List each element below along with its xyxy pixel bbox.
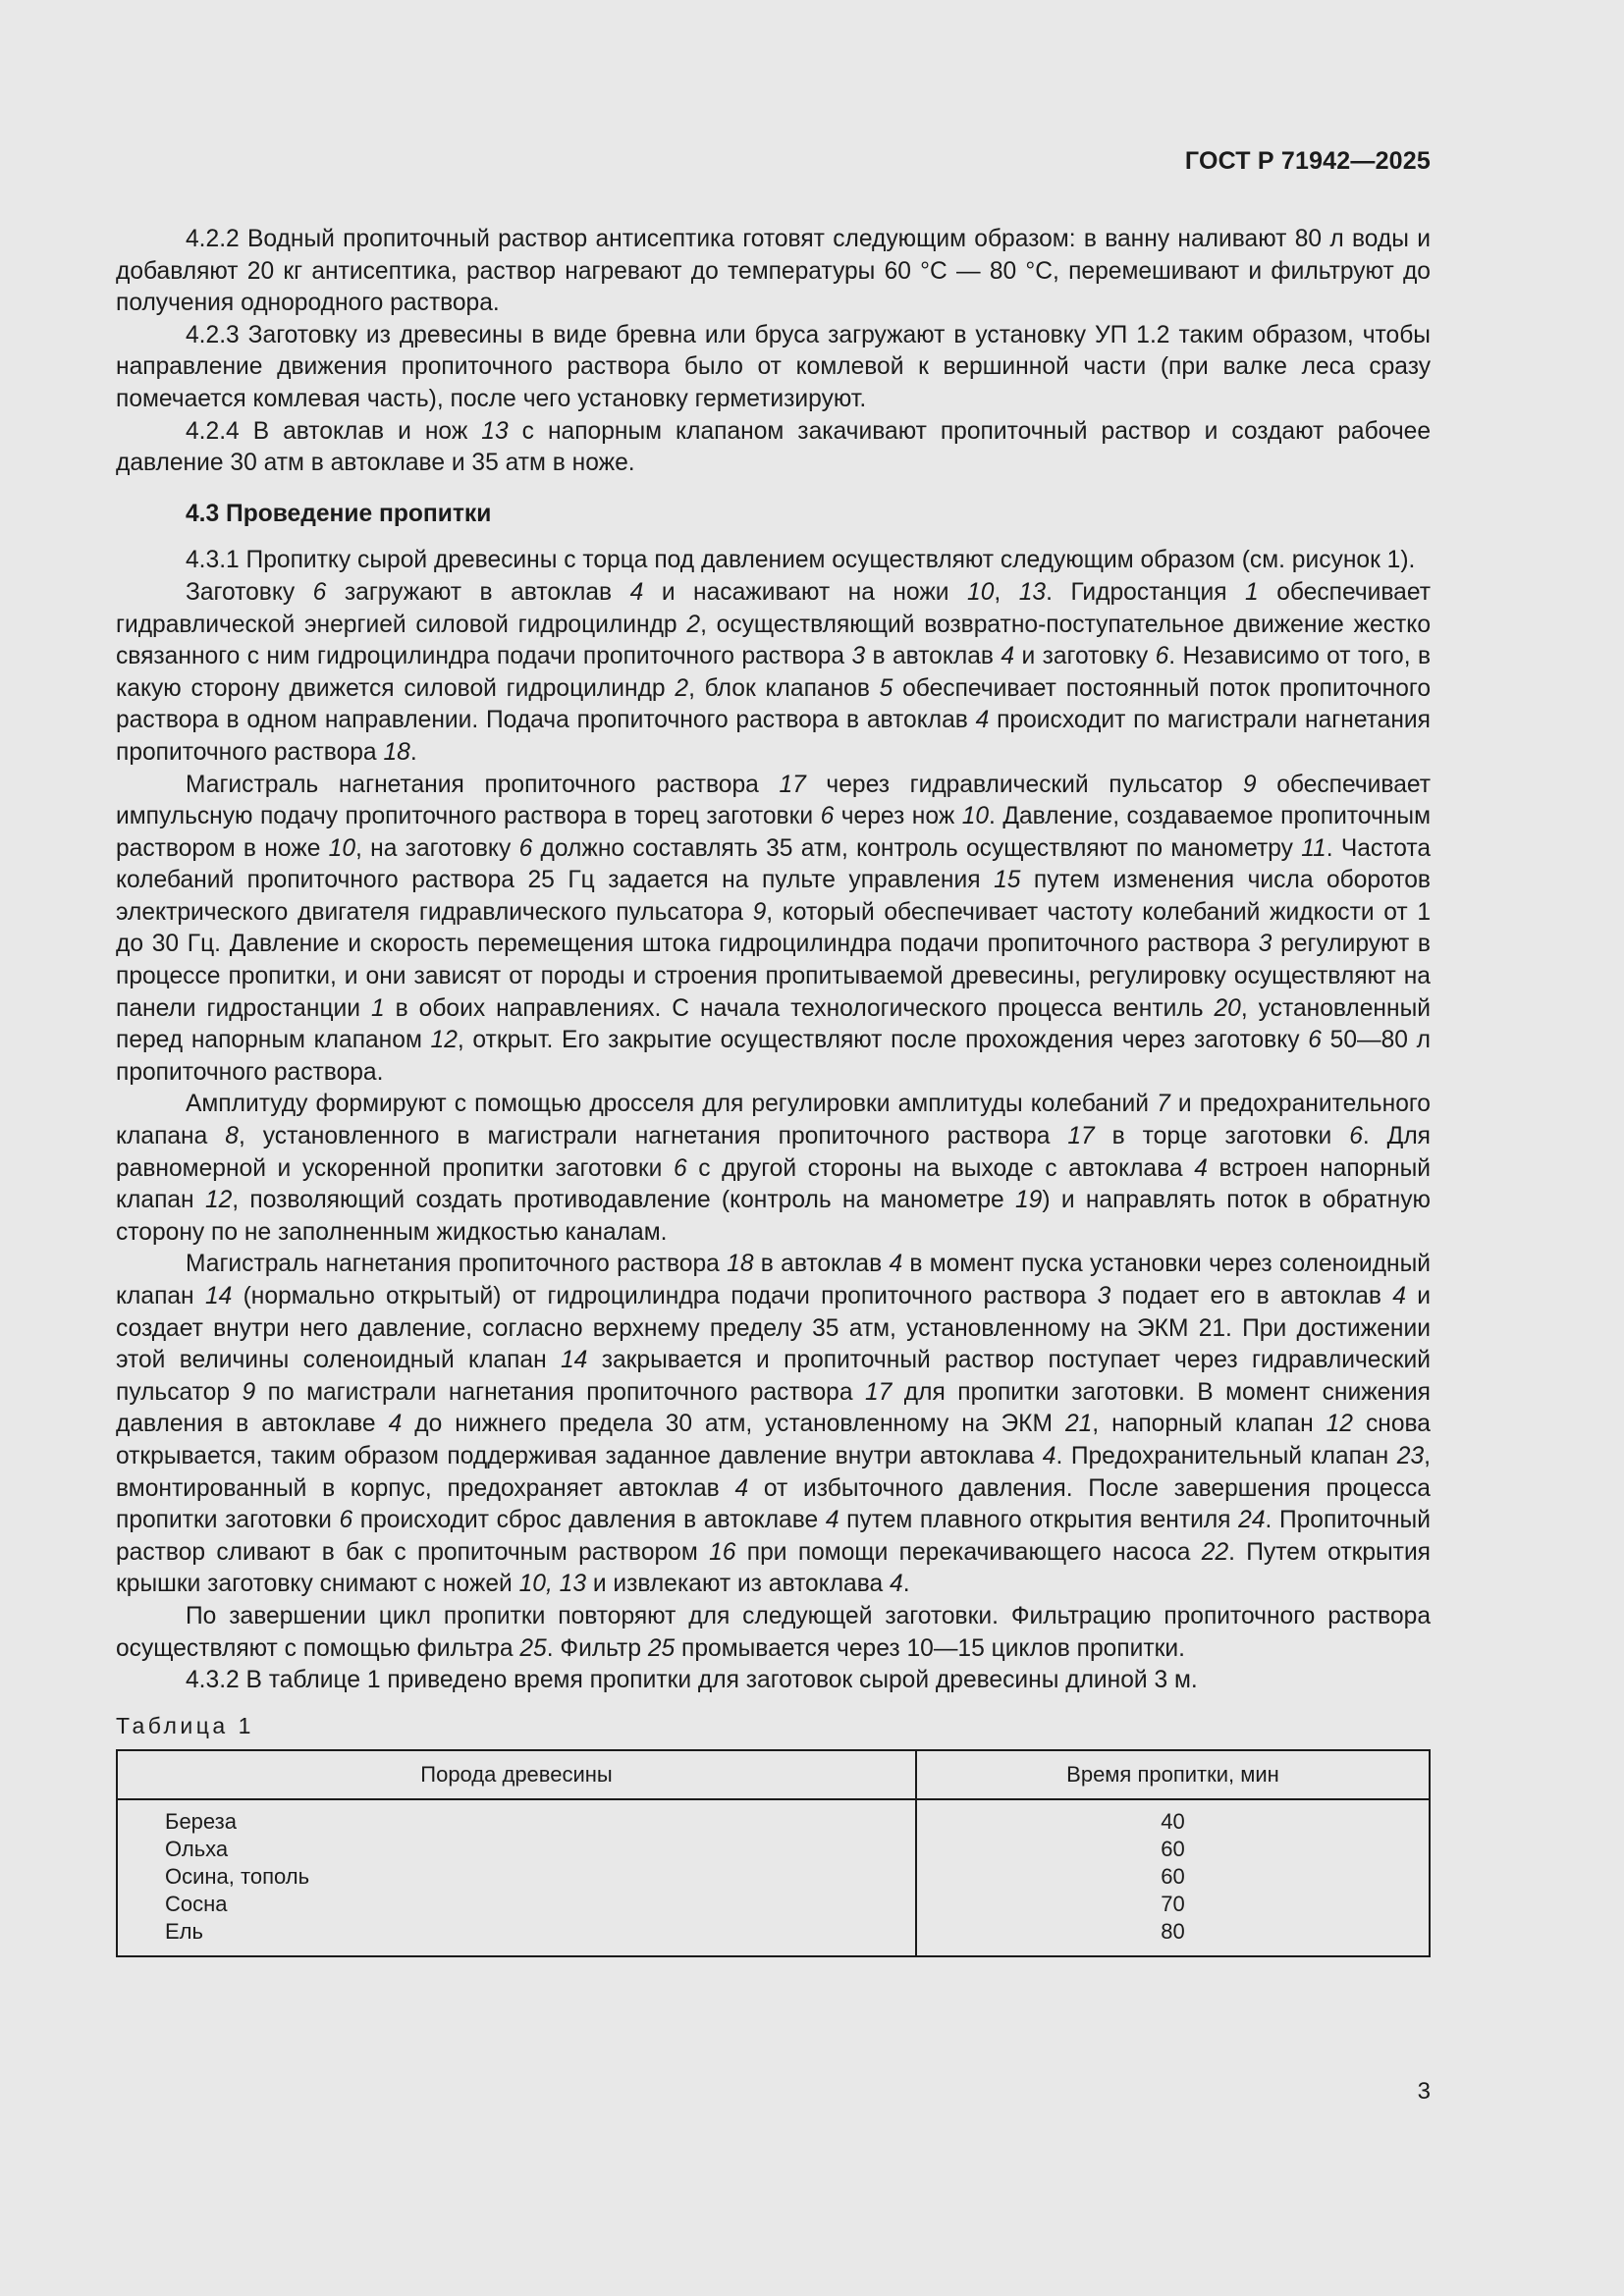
paragraph — [116, 1665, 1431, 1697]
callout-number: 6 — [1308, 1027, 1322, 1054]
page-number: 3 — [1417, 2078, 1431, 2105]
paragraph-text: через нож — [834, 803, 962, 830]
paragraph-text: происходит сброс давления в автоклаве — [352, 1507, 826, 1534]
paragraph — [116, 1601, 1431, 1665]
paragraph-text: 4.2.2 Водный пропиточный раствор антисептика готовят следующим образом: в ванну наливают 80 л воды и добавляют 20 кг антисептика, раствор нагревают до температуры 60 °С — 80 °С, перемешивают и фильтруют до получения однородного раствора. — [116, 226, 1431, 317]
paragraph-text: . Путем открытия крышки заготовку снимают с ножей — [116, 1538, 1432, 1598]
paragraph-text: Амплитуду формируют с помощью дросселя для регулировки амплитуды колебаний — [186, 1091, 1158, 1118]
callout-number: 14 — [204, 1283, 233, 1309]
page-content — [116, 224, 1431, 1957]
paragraph-text: 4.3.2 В таблице 1 приведено время пропитки для заготовок сырой древесины длиной 3 м. — [186, 1667, 1198, 1694]
paragraph-text: загружают в автоклав — [326, 578, 630, 606]
callout-number: 25 — [647, 1634, 676, 1662]
callout-number: 21 — [1064, 1411, 1093, 1438]
table-cell-species: Ель — [117, 1918, 916, 1956]
paragraph-text: с другой стороны на выходе с автоклава — [686, 1154, 1195, 1182]
callout-number: 4 — [629, 578, 644, 606]
callout-number: 4 — [1042, 1442, 1056, 1469]
callout-number: 4 — [1194, 1154, 1208, 1182]
callout-number: 9 — [1242, 771, 1257, 798]
callout-number: 11 — [1301, 834, 1326, 862]
paragraph-text: . Независимо от того, в какую сторону движется силовой гидроцилиндр — [116, 643, 1432, 702]
callout-number: 5 — [879, 674, 893, 702]
callout-number: 4 — [388, 1411, 403, 1438]
callout-number: 17 — [1067, 1123, 1095, 1150]
callout-number: 4 — [1392, 1283, 1406, 1309]
paragraph-text: по магистрали нагнетания пропиточного раствора — [255, 1378, 865, 1406]
paragraph-text: . Пропиточный раствор сливают в бак с пропиточным раствором — [116, 1507, 1431, 1566]
paragraph — [116, 1089, 1431, 1249]
paragraph-text: путем плавного открытия вентиля — [839, 1507, 1239, 1534]
paragraph-text: , установленного в магистрали нагнетания пропиточного раствора — [238, 1123, 1068, 1150]
callout-number: 6 — [1349, 1123, 1363, 1150]
callout-number: 25 — [519, 1634, 547, 1662]
paragraph-text: 4.3.1 Пропитку сырой древесины с торца под давлением осуществляют следующим образом (см. рисунок 1). — [186, 547, 1416, 574]
paragraph-text: , блок клапанов — [688, 674, 880, 702]
paragraph-text: обеспечивает гидравлической энергией силовой гидроцилиндр — [116, 578, 1431, 638]
callout-number: 4 — [734, 1474, 749, 1502]
table-cell-time: 70 — [916, 1891, 1430, 1918]
paragraph-text: подает его в автоклав — [1110, 1283, 1393, 1309]
paragraph-text: , напорный клапан — [1092, 1411, 1326, 1438]
paragraph — [116, 320, 1431, 416]
table-row — [117, 1891, 1430, 1918]
table-cell-species: Сосна — [117, 1891, 916, 1918]
paragraph-text: регулируют в процессе пропитки, и они зависят от породы и строения пропитываемой древесины, регулировку осуществляют на панели гидростанции — [116, 931, 1431, 1022]
paragraph — [116, 770, 1431, 1090]
paragraph-text: с напорным клапаном закачивают пропиточный раствор и создают рабочее давление 30 атм в автоклаве и 35 атм в ноже. — [116, 417, 1431, 477]
paragraph-text: , осуществляющий возвратно-поступательное движение жестко связанного с ним гидроцилиндра подачи пропиточного раствора — [116, 611, 1431, 670]
paragraphs-before-section — [116, 224, 1431, 480]
paragraph-text: . Гидростанция — [1046, 578, 1246, 606]
paragraph-text: 4.2.4 В автоклав и нож — [186, 417, 482, 445]
callout-number: 10 — [961, 803, 990, 830]
paragraph-text: обеспечивает импульсную подачу пропиточного раствора в торец заготовки — [116, 771, 1431, 830]
paragraph — [116, 416, 1431, 480]
callout-number: 14 — [561, 1347, 588, 1374]
paragraph-text: снова открывается, таким образом поддерживая заданное давление внутри автоклава — [116, 1411, 1431, 1469]
table-row — [117, 1836, 1430, 1863]
paragraph-text: и извлекают из автоклава — [586, 1571, 891, 1598]
paragraph-text: , — [994, 578, 1019, 606]
callout-number: 3 — [851, 643, 866, 670]
callout-number: 18 — [727, 1251, 754, 1278]
paragraph-text: должно составлять 35 атм, контроль осуществляют по манометру — [532, 834, 1302, 862]
callout-number: 4 — [975, 707, 990, 734]
paragraph-text: ) и направлять поток в обратную сторону по не заполненным жидкостью каналам. — [116, 1187, 1431, 1246]
paragraph-text: . Для равномерной и ускоренной пропитки заготовки — [116, 1123, 1431, 1182]
callout-number: 12 — [1326, 1411, 1353, 1438]
callout-number: 17 — [779, 771, 806, 798]
paragraph-text: , вмонтированный в корпус, предохраняет автоклав — [116, 1442, 1431, 1502]
paragraph — [116, 545, 1431, 577]
paragraph-text: . Давление, создаваемое пропиточным раствором в ноже — [116, 803, 1431, 862]
paragraph-text: в торце заготовки — [1094, 1123, 1350, 1150]
callout-number: 10 — [328, 834, 356, 862]
callout-number: 6 — [518, 834, 533, 862]
paragraph-text: в автоклав — [753, 1251, 890, 1278]
callout-number: 4 — [890, 1571, 903, 1598]
table-row — [117, 1863, 1430, 1891]
paragraph-text: при помощи перекачивающего насоса — [735, 1538, 1202, 1566]
callout-number: 19 — [1014, 1187, 1043, 1214]
paragraph-text: . — [902, 1571, 910, 1598]
paragraph-text: Магистраль нагнетания пропиточного раствора — [186, 1251, 728, 1278]
paragraph-text: . Частота колебаний пропиточного раствора 25 Гц задается на пульте управления — [116, 834, 1432, 894]
paragraph-text: через гидравлический пульсатор — [805, 771, 1243, 798]
table-cell-time: 40 — [916, 1799, 1430, 1836]
paragraph-text: , открыт. Его закрытие осуществляют после прохождения через заготовку — [457, 1027, 1309, 1054]
paragraph-text: и создает внутри него давление, согласно верхнему пределу 35 атм, установленному на ЭКМ 21. При достижении этой величины соленоидный клапан — [116, 1283, 1431, 1374]
paragraph-text: промывается через 10—15 циклов пропитки. — [675, 1634, 1185, 1662]
callout-number: 1 — [370, 994, 385, 1022]
paragraph-text: закрывается и пропиточный раствор поступает через гидравлический пульсатор — [116, 1347, 1431, 1406]
callout-number: 4 — [889, 1251, 903, 1278]
paragraph — [116, 577, 1431, 770]
paragraph-text: . — [409, 738, 417, 766]
paragraph-text: По завершении цикл пропитки повторяют для следующей заготовки. Фильтрацию пропиточного раствора осуществляют с помощью фильтра — [116, 1602, 1431, 1662]
paragraph-text: , на заготовку — [355, 834, 519, 862]
callout-number: 17 — [864, 1378, 893, 1406]
callout-number: 4 — [825, 1507, 839, 1534]
paragraph-text: , установленный перед напорным клапаном — [116, 994, 1431, 1054]
table-cell-species: Ольха — [117, 1836, 916, 1863]
callout-number: 2 — [675, 674, 689, 702]
callout-number: 13 — [481, 417, 509, 445]
paragraph-text: до нижнего предела 30 атм, установленному на ЭКМ — [402, 1411, 1065, 1438]
table-cell-species: Осина, тополь — [117, 1863, 916, 1891]
paragraph — [116, 1249, 1431, 1601]
callout-number: 23 — [1396, 1442, 1425, 1469]
callout-number: 10, 13 — [518, 1571, 587, 1598]
paragraph-text: , который обеспечивает частоту колебаний жидкости от 1 до 30 Гц. Давление и скорость перемещения штока гидроцилиндра подачи пропиточного раствора — [116, 898, 1431, 958]
paragraph — [116, 224, 1431, 320]
table-header-time: Время пропитки, мин — [916, 1750, 1430, 1799]
callout-number: 9 — [752, 898, 767, 926]
paragraph-text: . Фильтр — [546, 1634, 648, 1662]
table-row — [117, 1918, 1430, 1956]
callout-number: 6 — [339, 1507, 353, 1534]
callout-number: 2 — [686, 611, 701, 638]
paragraph-text: и предохранительного клапана — [116, 1091, 1431, 1150]
callout-number: 6 — [312, 578, 327, 606]
callout-number: 7 — [1157, 1091, 1170, 1118]
callout-number: 10 — [967, 578, 995, 606]
paragraph-text: 4.2.3 Заготовку из древесины в виде бревна или бруса загружают в установку УП 1.2 таким образом, чтобы направление движения пропиточного раствора было от комлевой к вершинной части (при валке леса сразу помечается комлевая часть), после чего установку герметизируют. — [116, 321, 1431, 412]
paragraph-text: 50—80 л пропиточного раствора. — [116, 1027, 1431, 1086]
callout-number: 12 — [430, 1027, 458, 1054]
paragraph-text: обеспечивает постоянный поток пропиточного раствора в одном направлении. Подача пропиточного раствора в автоклав — [116, 674, 1432, 734]
paragraph-text: для пропитки заготовки. В момент снижения давления в автоклаве — [116, 1378, 1431, 1438]
callout-number: 6 — [673, 1154, 687, 1182]
callout-number: 18 — [383, 738, 410, 766]
callout-number: 24 — [1238, 1507, 1266, 1534]
table-cell-species: Береза — [117, 1799, 916, 1836]
paragraphs-after-section — [116, 545, 1431, 1696]
paragraph-text: в момент пуска установки через соленоидный клапан — [116, 1251, 1432, 1309]
callout-number: 1 — [1245, 578, 1259, 606]
paragraph-text: , позволяющий создать противодавление (контроль на манометре — [232, 1187, 1015, 1214]
impregnation-time-table — [116, 1749, 1431, 1957]
callout-number: 6 — [1155, 643, 1169, 670]
table-cell-time: 60 — [916, 1863, 1430, 1891]
paragraph-text: Магистраль нагнетания пропиточного раствора — [186, 771, 780, 798]
callout-number: 4 — [1001, 643, 1015, 670]
callout-number: 3 — [1258, 931, 1272, 958]
table-row — [117, 1799, 1430, 1836]
paragraph-text: происходит по магистрали нагнетания пропиточного раствора — [116, 707, 1431, 766]
callout-number: 9 — [242, 1378, 256, 1406]
table-caption: Таблица 1 — [116, 1712, 254, 1738]
callout-number: 20 — [1214, 994, 1241, 1022]
paragraph-text: в автоклав — [865, 643, 1001, 670]
paragraph-text: Заготовку — [186, 578, 313, 606]
paragraph-text: . Предохранительный клапан — [1056, 1442, 1397, 1469]
paragraph-text: и насаживают на ножи — [643, 578, 968, 606]
table-cell-time: 80 — [916, 1918, 1430, 1956]
table-header-row — [117, 1750, 1430, 1799]
paragraph-text: встроен напорный клапан — [116, 1154, 1431, 1214]
paragraph-text: в обоих направлениях. С начала технологического процесса вентиль — [384, 994, 1215, 1022]
callout-number: 15 — [994, 867, 1021, 894]
callout-number: 6 — [820, 803, 835, 830]
paragraph-text: (нормально открытый) от гидроцилиндра подачи пропиточного раствора — [232, 1283, 1098, 1309]
callout-number: 22 — [1201, 1538, 1229, 1566]
table-header-species: Порода древесины — [117, 1750, 916, 1799]
callout-number: 13 — [1018, 578, 1047, 606]
callout-number: 3 — [1097, 1283, 1111, 1309]
section-title: 4.3 Проведение пропитки — [186, 500, 492, 527]
callout-number: 16 — [709, 1538, 736, 1566]
callout-number: 12 — [204, 1187, 233, 1214]
paragraph-text: путем изменения числа оборотов электрического двигателя гидравлического пульсатора — [116, 867, 1431, 926]
table-cell-time: 60 — [916, 1836, 1430, 1863]
paragraph-text: от избыточного давления. После завершения процесса пропитки заготовки — [116, 1474, 1431, 1534]
callout-number: 8 — [225, 1123, 239, 1150]
paragraph-text: и заготовку — [1014, 643, 1156, 670]
document-code-header: ГОСТ Р 71942—2025 — [1184, 147, 1431, 175]
